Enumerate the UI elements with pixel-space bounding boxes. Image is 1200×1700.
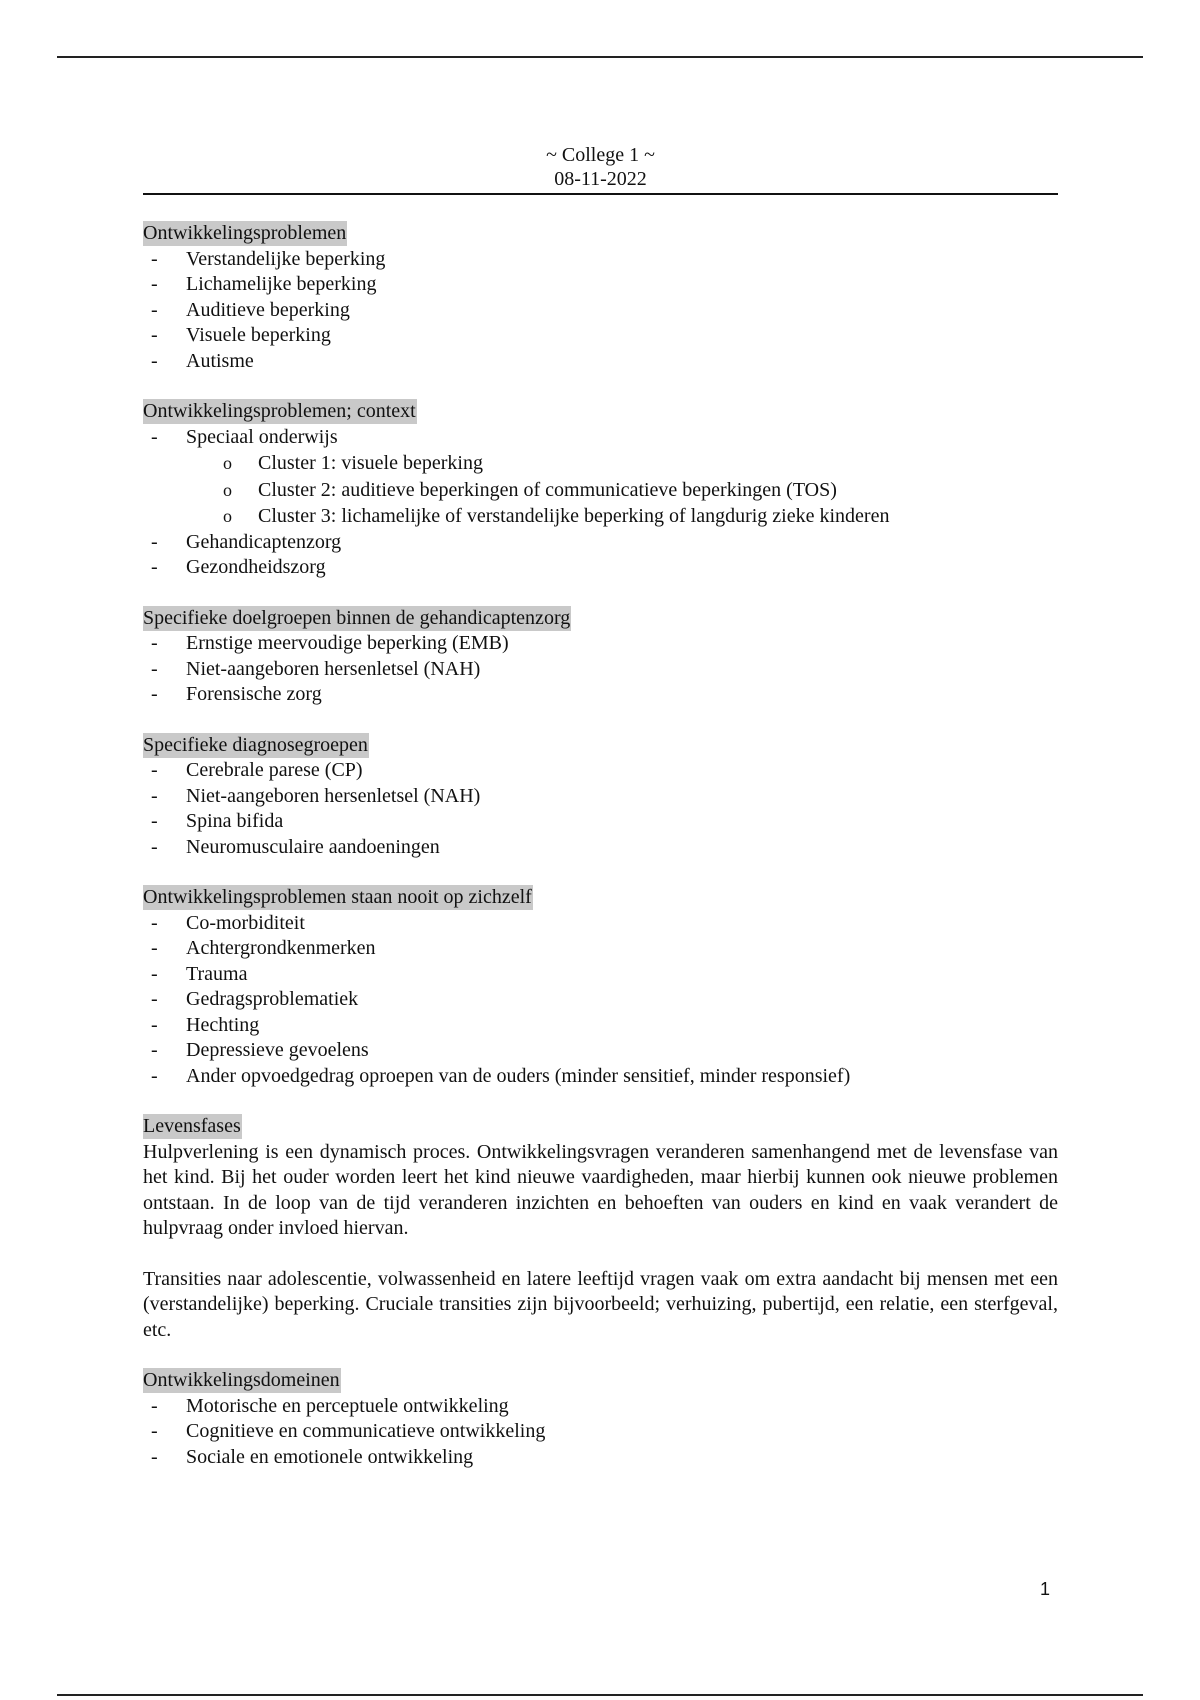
sub-list-item: o Cluster 2: auditieve beperkingen of communicatieve beperkingen (TOS)	[143, 477, 1058, 504]
section-heading: Levensfases	[143, 1115, 241, 1137]
list-item: - Visuele beperking	[143, 323, 1058, 349]
document-header	[143, 143, 1058, 191]
list-item: - Neuromusculaire aandoeningen	[143, 835, 1058, 861]
list-item: - Lichamelijke beperking	[143, 272, 1058, 298]
bullet-list	[143, 631, 1058, 708]
list-item: - Speciaal onderwijs	[143, 425, 1058, 451]
section-ontwikkelingsproblemen	[143, 221, 1058, 374]
list-item: - Motorische en perceptuele ontwikkeling	[143, 1394, 1058, 1420]
section-heading: Ontwikkelingsproblemen; context	[143, 400, 416, 422]
section-heading: Specifieke diagnosegroepen	[143, 733, 368, 756]
list-item: - Hechting	[143, 1013, 1058, 1039]
bullet-list	[143, 758, 1058, 860]
bullet-list	[143, 425, 1058, 451]
page-bottom-rule	[57, 1694, 1143, 1696]
list-item: - Ander opvoedgedrag oproepen van de ouders (minder sensitief, minder responsief)	[143, 1064, 1058, 1090]
list-item: - Gedragsproblematiek	[143, 987, 1058, 1013]
section-nooit-op-zichzelf	[143, 885, 1058, 1089]
list-item: - Spina bifida	[143, 809, 1058, 835]
section-ontwikkelingsdomeinen	[143, 1368, 1058, 1470]
list-item: - Cognitieve en communicatieve ontwikkeling	[143, 1419, 1058, 1445]
list-item: - Forensische zorg	[143, 682, 1058, 708]
page-number: 1	[1040, 1579, 1051, 1599]
section-heading: Specifieke doelgroepen binnen de gehandicaptenzorg	[143, 606, 571, 629]
section-heading: Ontwikkelingsdomeinen	[143, 1369, 340, 1391]
bullet-list	[143, 1394, 1058, 1471]
bullet-list	[143, 247, 1058, 375]
list-item: - Depressieve gevoelens	[143, 1038, 1058, 1064]
list-item: - Niet-aangeboren hersenletsel (NAH)	[143, 784, 1058, 810]
paragraph: Hulpverlening is een dynamisch proces. Ontwikkelingsvragen veranderen samenhangend met de levensfase van het kind. Bij het ouder worden leert het kind nieuwe vaardigheden, maar hierbij kunnen ook nieuwe problemen ontstaan. In de loop van de tijd veranderen inzichten en behoeften van ouders en kind en vaak verandert de hulpvraag onder invloed hiervan.	[143, 1140, 1058, 1239]
paragraph: Transities naar adolescentie, volwassenheid en latere leeftijd vragen vaak om extra aandacht bij mensen met een (verstandelijke) beperking. Cruciale transities zijn bijvoorbeeld; verhuizing, pubertijd, een relatie, een sterfgeval, etc.	[143, 1267, 1058, 1341]
page-top-rule	[57, 56, 1143, 58]
list-item: - Gezondheidszorg	[143, 555, 1058, 581]
header-divider	[143, 193, 1058, 195]
bullet-list	[143, 530, 1058, 581]
list-item: - Niet-aangeboren hersenletsel (NAH)	[143, 657, 1058, 683]
sub-bullet-list	[143, 450, 1058, 530]
section-context	[143, 399, 1058, 581]
section-diagnosegroepen	[143, 733, 1058, 861]
list-item: - Sociale en emotionele ontwikkeling	[143, 1445, 1058, 1471]
sub-list-item: o Cluster 3: lichamelijke of verstandelijke beperking of langdurig zieke kinderen	[143, 503, 1058, 530]
list-item: - Achtergrondkenmerken	[143, 936, 1058, 962]
section-levensfases	[143, 1114, 1058, 1343]
sub-list-item: o Cluster 1: visuele beperking	[143, 450, 1058, 477]
list-item: - Autisme	[143, 349, 1058, 375]
list-item: - Auditieve beperking	[143, 298, 1058, 324]
list-item: - Cerebrale parese (CP)	[143, 758, 1058, 784]
section-heading: Ontwikkelingsproblemen staan nooit op zichzelf	[143, 886, 532, 908]
section-heading: Ontwikkelingsproblemen	[143, 222, 347, 244]
lecture-title: ~ College 1 ~	[546, 144, 655, 166]
section-doelgroepen	[143, 606, 1058, 708]
list-item: - Gehandicaptenzorg	[143, 530, 1058, 556]
list-item: - Ernstige meervoudige beperking (EMB)	[143, 631, 1058, 657]
list-item: - Trauma	[143, 962, 1058, 988]
document-body	[143, 143, 1058, 1470]
bullet-list	[143, 911, 1058, 1090]
list-item: - Co-morbiditeit	[143, 911, 1058, 937]
list-item: - Verstandelijke beperking	[143, 247, 1058, 273]
lecture-date: 08-11-2022	[554, 168, 647, 190]
